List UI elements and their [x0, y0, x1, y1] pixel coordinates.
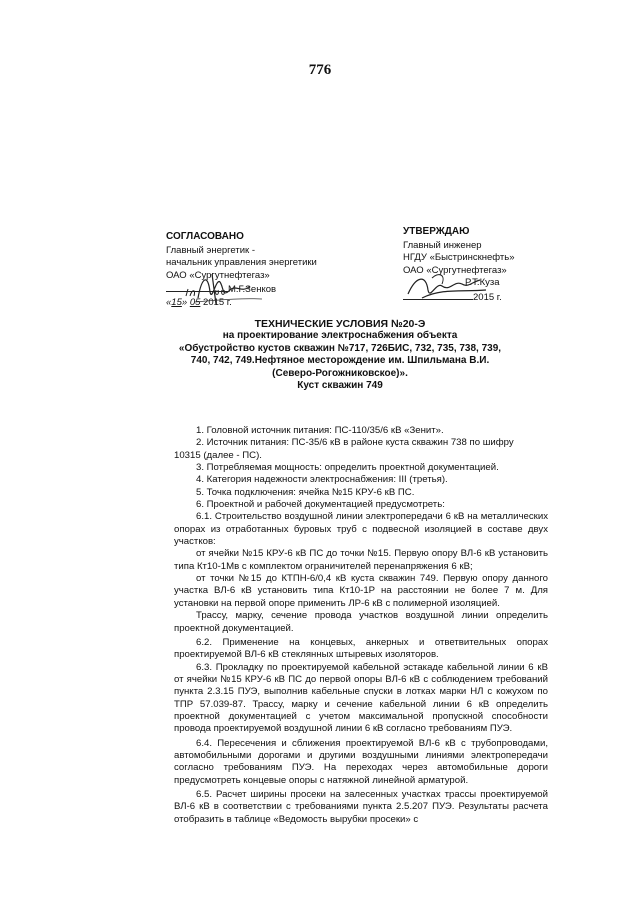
title-line-2: на проектирование электроснабжения объекта: [222, 330, 458, 342]
item-4: 4. Категория надежности электроснабжения: III (третья).: [196, 474, 448, 486]
approved-heading: УТВЕРЖДАЮ: [403, 226, 470, 237]
approved-line-2: НГДУ «Быстринскнефть»: [403, 252, 515, 263]
title-line-1: ТЕХНИЧЕСКИЕ УСЛОВИЯ №20-Э: [254, 318, 426, 330]
agreed-signature-row: [166, 282, 346, 297]
agreed-line-2: начальник управления энергетики: [166, 257, 317, 268]
document-title: [160, 318, 520, 392]
paragraph-6-1: 6.1. Строительство воздушной линии электропередачи 6 кВ на металлических опорах из отработанных буровых труб с подвесной изоляцией в составе двух участков:: [174, 511, 548, 548]
approval-block-approved: [403, 226, 553, 304]
document-body: [174, 425, 548, 826]
paragraph-6-4: 6.4. Пересечения и сближения проектируемой ВЛ-6 кВ с трубопроводами, автомобильными дорогами и другими воздушными линиями электропередачи согласно требованиям ПУЭ. На переходах через автомобильные дороги предусмотреть концевые опоры с натяжной линейной арматурой.: [174, 737, 548, 786]
approved-signer: Р.Т.Куза: [465, 277, 500, 288]
agreed-heading: СОГЛАСОВАНО: [166, 231, 244, 242]
approved-line-1: Главный инженер: [403, 239, 482, 251]
agreed-signer: М.Г.Зенков: [228, 284, 277, 295]
paragraph-6-5: 6.5. Расчет ширины просеки на залесенных участках трассы проектируемой ВЛ-6 кВ в соответствии с требованиями пункта 2.5.207 ПУЭ. Результаты расчета отобразить в таблице «Ведомость вырубки просеки» с: [174, 788, 548, 825]
approval-block-agreed: [166, 231, 346, 309]
approved-line-3: ОАО «Сургутнефтегаз»: [403, 264, 507, 276]
paragraph-6-1-c: Трассу, марку, сечение провода участков воздушной линии определить проектной документацией.: [174, 610, 548, 634]
approved-date-year: 2015 г.: [473, 291, 502, 303]
agreed-line-1: Главный энергетик -: [166, 244, 256, 256]
approved-signature-row: [403, 277, 553, 290]
item-2-line-2: 10315 (далее - ПС).: [174, 449, 262, 461]
title-line-3: «Обустройство кустов скважин №717, 726БИС, 732, 735, 738, 739,: [178, 342, 502, 354]
title-line-4: 740, 742, 749.Нефтяное месторождение им. Шпильмана В.И.: [190, 355, 490, 367]
item-3: 3. Потребляемая мощность: определить проектной документацией.: [196, 462, 499, 474]
item-5: 5. Точка подключения: ячейка №15 КРУ-6 кВ ПС.: [196, 486, 415, 498]
signature-line: [166, 282, 228, 292]
paragraph-6-2: 6.2. Применение на концевых, анкерных и ответвительных опорах проектируемой ВЛ-6 кВ стеклянных штыревых изоляторов.: [174, 636, 548, 661]
item-6: 6. Проектной и рабочей документацией предусмотреть:: [196, 499, 445, 511]
paragraph-6-1-b: от точки №15 до КТПН-6/0,4 кВ куста скважин 749. Первую опору данного участка ВЛ-6 кВ установить типа Кт10-1Р на расстоянии не более 7 м. Для установки на первой опоре применить ЛР-6 кВ с полимерной изоляцией.: [174, 573, 548, 609]
paragraph-6-3: 6.3. Прокладку по проектируемой кабельной эстакаде кабельной линии 6 кВ от ячейки №15 КРУ-6 кВ ПС до первой опоры ВЛ-6 кВ с соблюдением требований пункта 2.3.15 ПУЭ, выполнив кабельные спуски в лотках марки НЛ с кожухом по ТПР 57.039-87. Трассу, марку и сечение кабельной линии 6 кВ определить проектной документацией с учетом максимальной пропускной способности провода проектируемой воздушной линии 6 кВ согласно требованиям ПУЭ.: [174, 661, 548, 735]
agreed-date-year: 2015 г.: [203, 296, 232, 308]
paragraph-6-1-a: от ячейки №15 КРУ-6 кВ ПС до точки №15. Первую опору ВЛ-6 кВ установить типа Кт10-1Мв с комплектом ограничителей перенапряжения 6 кВ;: [174, 548, 548, 572]
agreed-line-3: ОАО «Сургутнефтегаз»: [166, 269, 270, 281]
agreed-date-month: 05: [189, 296, 201, 308]
agreed-date-day: 15: [171, 296, 182, 308]
agreed-date: «15» 05 2015 г.: [166, 296, 232, 308]
item-1: 1. Головной источник питания: ПС-110/35/6 кВ «Зенит».: [196, 425, 444, 436]
date-line: [403, 290, 473, 300]
page-number: 776: [308, 62, 332, 78]
approved-date: [403, 290, 553, 305]
title-line-5: (Северо-Рогожниковское)».: [272, 367, 408, 379]
item-2-line-1: 2. Источник питания: ПС-35/6 кВ в районе куста скважин 738 по шифру: [196, 437, 514, 449]
title-line-6: Куст скважин 749: [297, 380, 383, 392]
